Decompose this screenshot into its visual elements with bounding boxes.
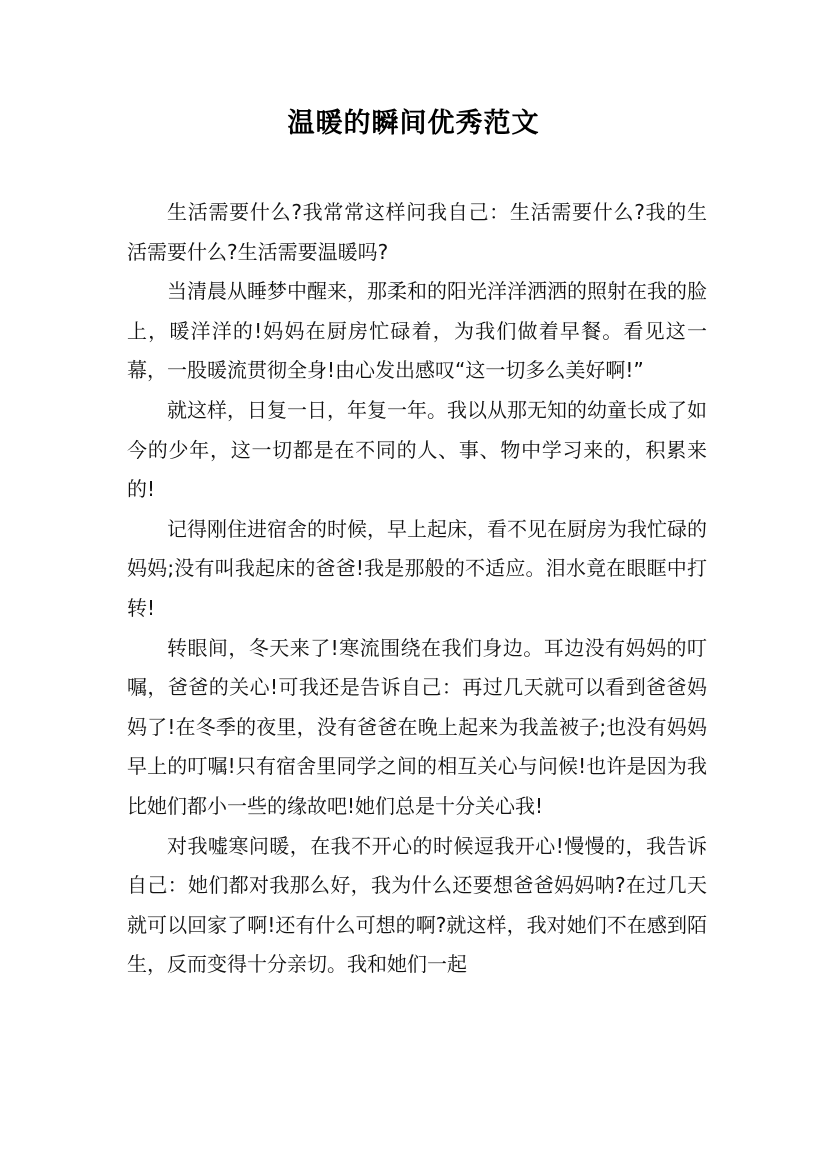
document-body xyxy=(127,193,707,985)
paragraph-4: 记得刚住进宿舍的时候，早上起床，看不见在厨房为我忙碌的妈妈;没有叫我起床的爸爸!我是那般的不适应。泪水竟在眼眶中打转! xyxy=(127,516,707,620)
paragraph-1: 生活需要什么?我常常这样问我自己：生活需要什么?我的生活需要什么?生活需要温暖吗? xyxy=(127,200,707,264)
document-title: 温暖的瞬间优秀范文 xyxy=(287,108,540,139)
paragraph-3: 就这样，日复一日，年复一年。我以从那无知的幼童长成了如今的少年，这一切都是在不同的人、事、物中学习来的，积累来的! xyxy=(127,397,707,502)
paragraph-6: 对我嘘寒问暖，在我不开心的时候逗我开心!慢慢的，我告诉自己：她们都对我那么好，我为什么还要想爸爸妈妈呐?在过几天就可以回家了啊!还有什么可想的啊?就这样，我对她们不在感到陌生，反而变得十分亲切。我和她们一起 xyxy=(127,833,707,977)
paragraph-5: 转眼间，冬天来了!寒流围绕在我们身边。耳边没有妈妈的叮嘱，爸爸的关心!可我还是告诉自己：再过几天就可以看到爸爸妈妈了!在冬季的夜里，没有爸爸在晚上起来为我盖被子;也没有妈妈早上的叮嘱!只有宿舍里同学之间的相互关心与问候!也许是因为我比她们都小一些的缘故吧!她们总是十分关心我! xyxy=(127,635,707,818)
paragraph-2: 当清晨从睡梦中醒来，那柔和的阳光洋洋洒洒的照射在我的脸上，暖洋洋的!妈妈在厨房忙碌着，为我们做着早餐。看见这一幕，一股暖流贯彻全身!由心发出感叹“这一切多么美好啊!” xyxy=(127,279,707,383)
